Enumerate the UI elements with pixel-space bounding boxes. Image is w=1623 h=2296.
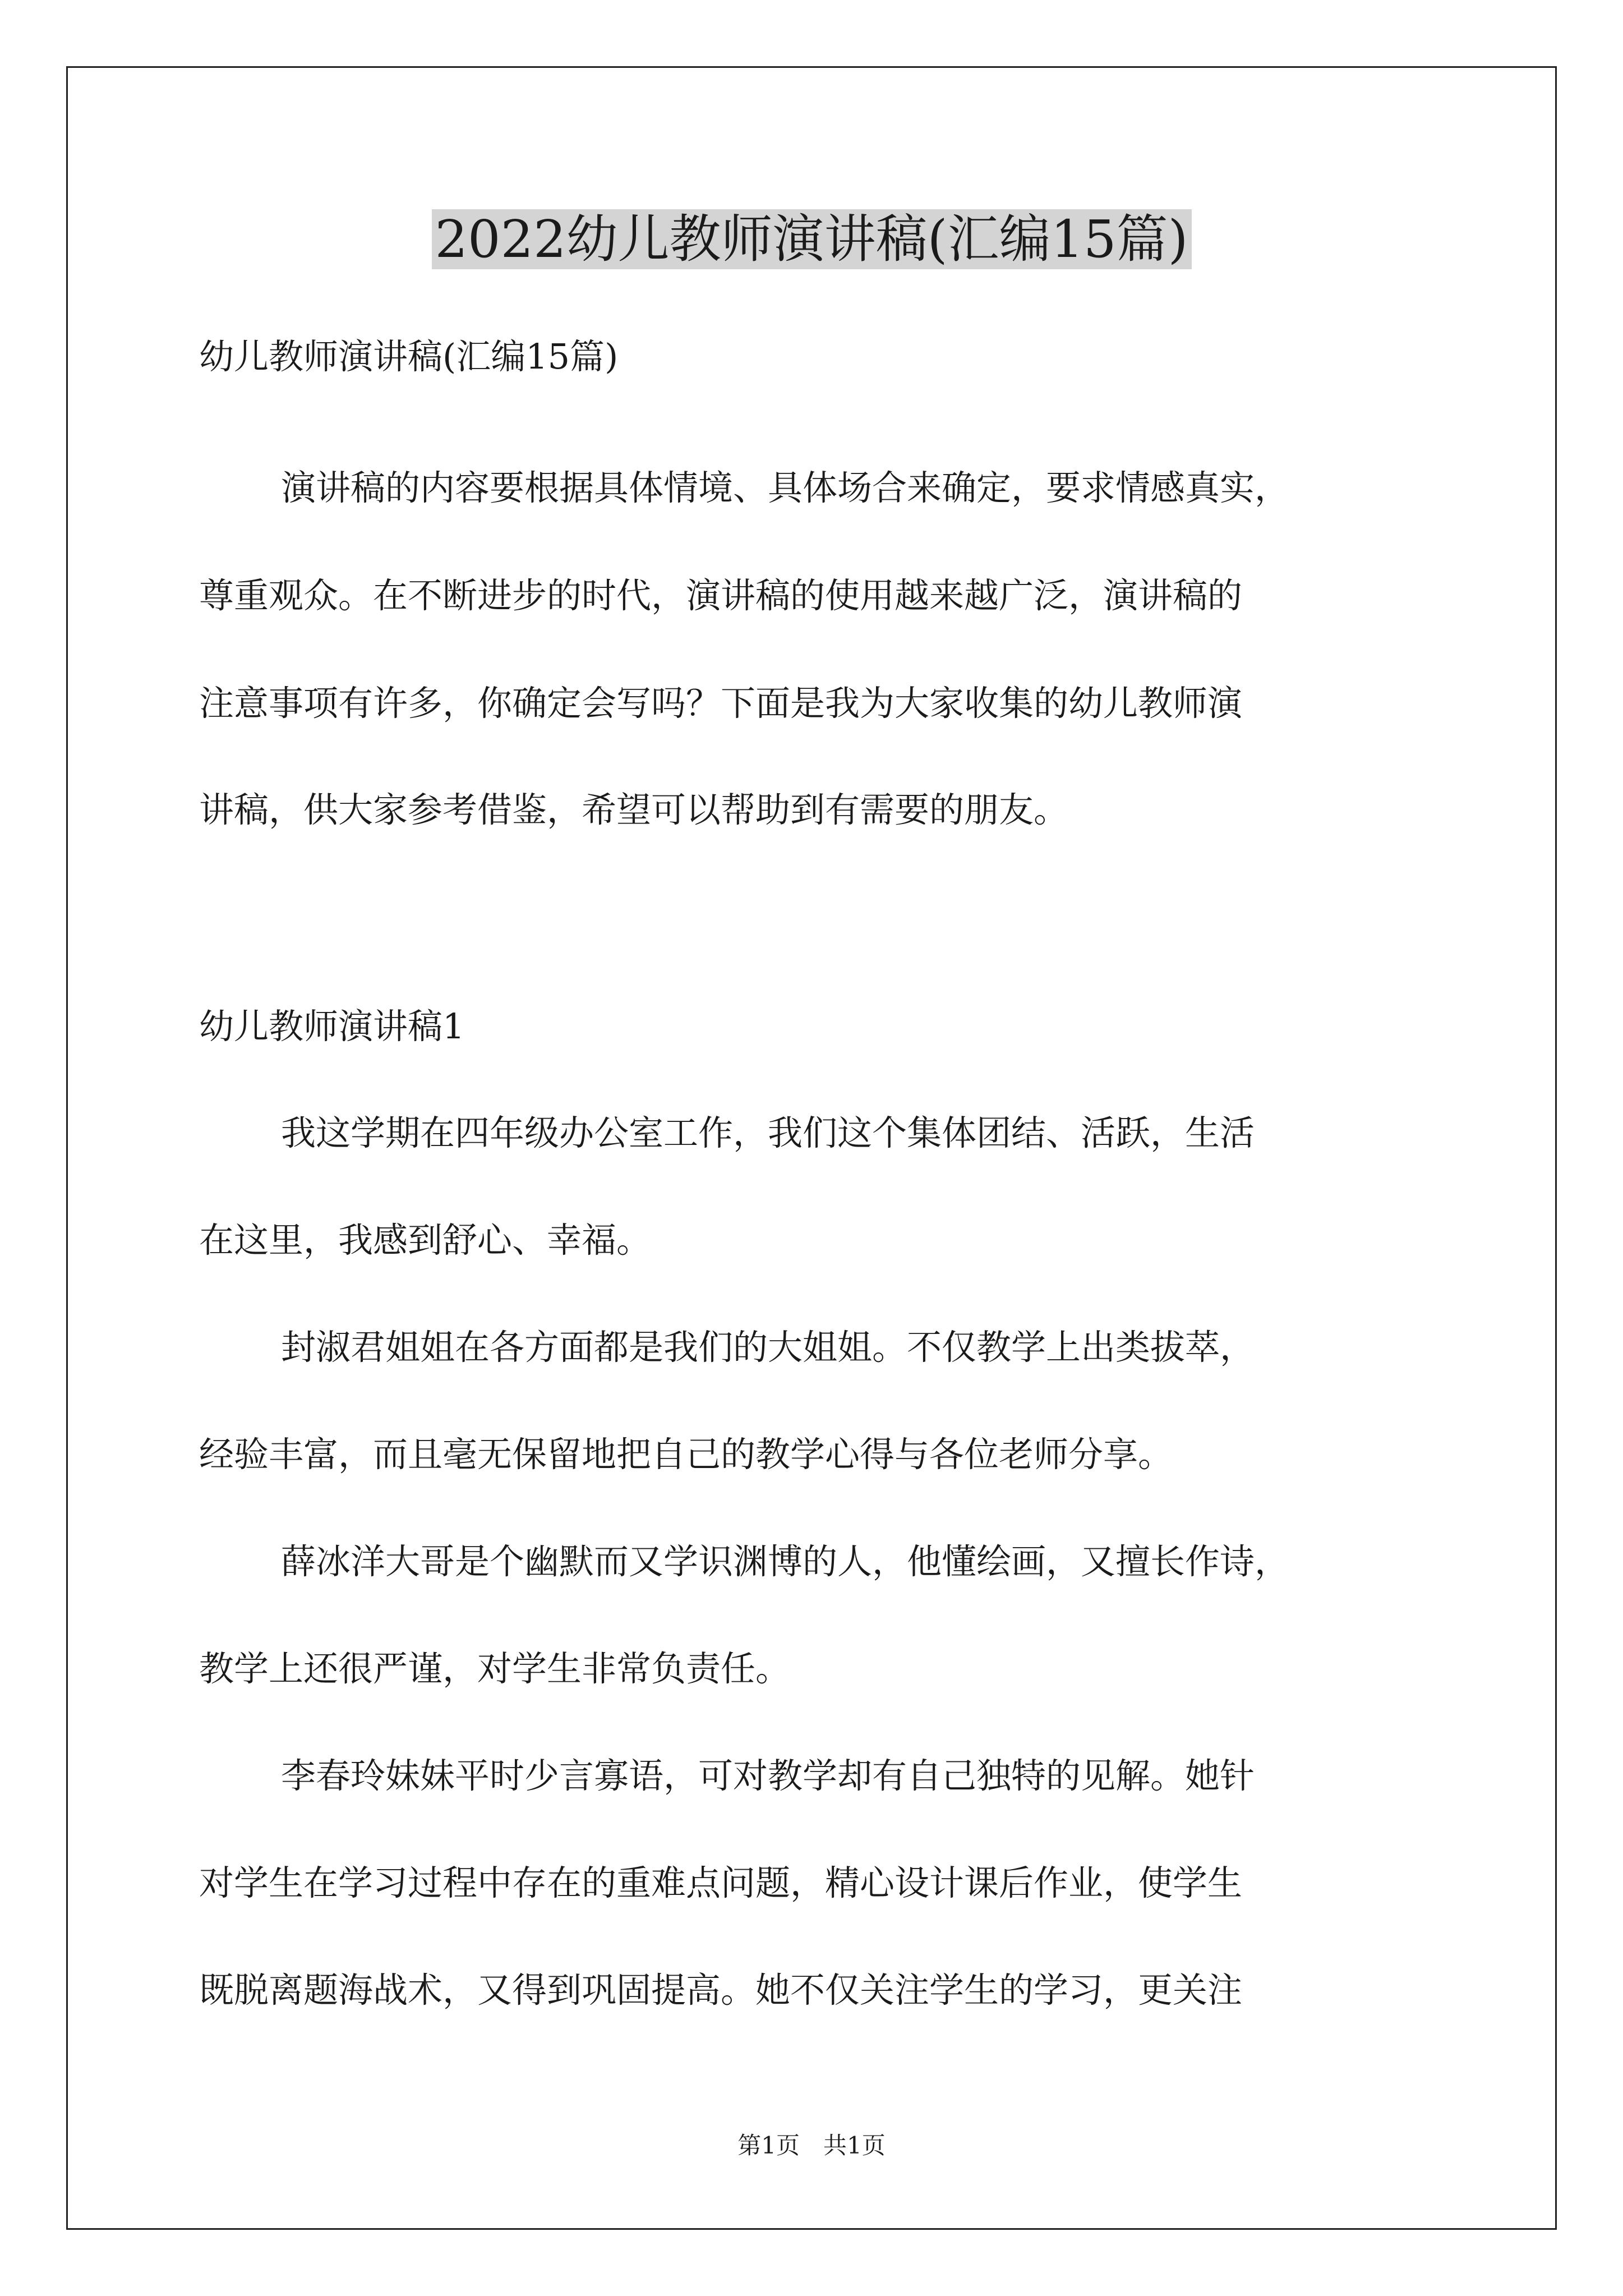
paragraph-line: 注意事项有许多，你确定会写吗？下面是我为大家收集的幼儿教师演 bbox=[199, 683, 1243, 724]
paragraph-line: 薛冰洋大哥是个幽默而又学识渊博的人，他懂绘画，又擅长作诗， bbox=[281, 1541, 1290, 1582]
paragraph-line: 既脱离题海战术，又得到巩固提高。她不仅关注学生的学习，更关注 bbox=[199, 1970, 1243, 2010]
page-footer: 第1页 共1页 bbox=[737, 2132, 886, 2159]
paragraph-line: 演讲稿的内容要根据具体情境、具体场合来确定，要求情感真实， bbox=[281, 467, 1290, 508]
paragraph-line: 讲稿，供大家参考借鉴，希望可以帮助到有需要的朋友。 bbox=[199, 789, 1069, 830]
subtitle-line: 幼儿教师演讲稿(汇编15篇) bbox=[199, 336, 619, 377]
paragraph-line: 我这学期在四年级办公室工作，我们这个集体团结、活跃，生活 bbox=[281, 1112, 1255, 1153]
paragraph-line: 对学生在学习过程中存在的重难点问题，精心设计课后作业，使学生 bbox=[199, 1862, 1243, 1903]
document-title-text: 2022幼儿教师演讲稿(汇编15篇) bbox=[432, 209, 1192, 269]
document-title bbox=[0, 203, 1623, 276]
paragraph-line: 尊重观众。在不断进步的时代，演讲稿的使用越来越广泛，演讲稿的 bbox=[199, 575, 1243, 616]
section-heading: 幼儿教师演讲稿1 bbox=[199, 1006, 465, 1047]
paragraph-line: 封淑君姐姐在各方面都是我们的大姐姐。不仅教学上出类拔萃， bbox=[281, 1327, 1255, 1368]
paragraph-line: 经验丰富，而且毫无保留地把自己的教学心得与各位老师分享。 bbox=[199, 1434, 1173, 1475]
paragraph-line: 李春玲妹妹平时少言寡语，可对教学却有自己独特的见解。她针 bbox=[281, 1755, 1255, 1796]
paragraph-line: 在这里，我感到舒心、幸福。 bbox=[199, 1220, 652, 1260]
paragraph-line: 教学上还很严谨，对学生非常负责任。 bbox=[199, 1648, 791, 1689]
